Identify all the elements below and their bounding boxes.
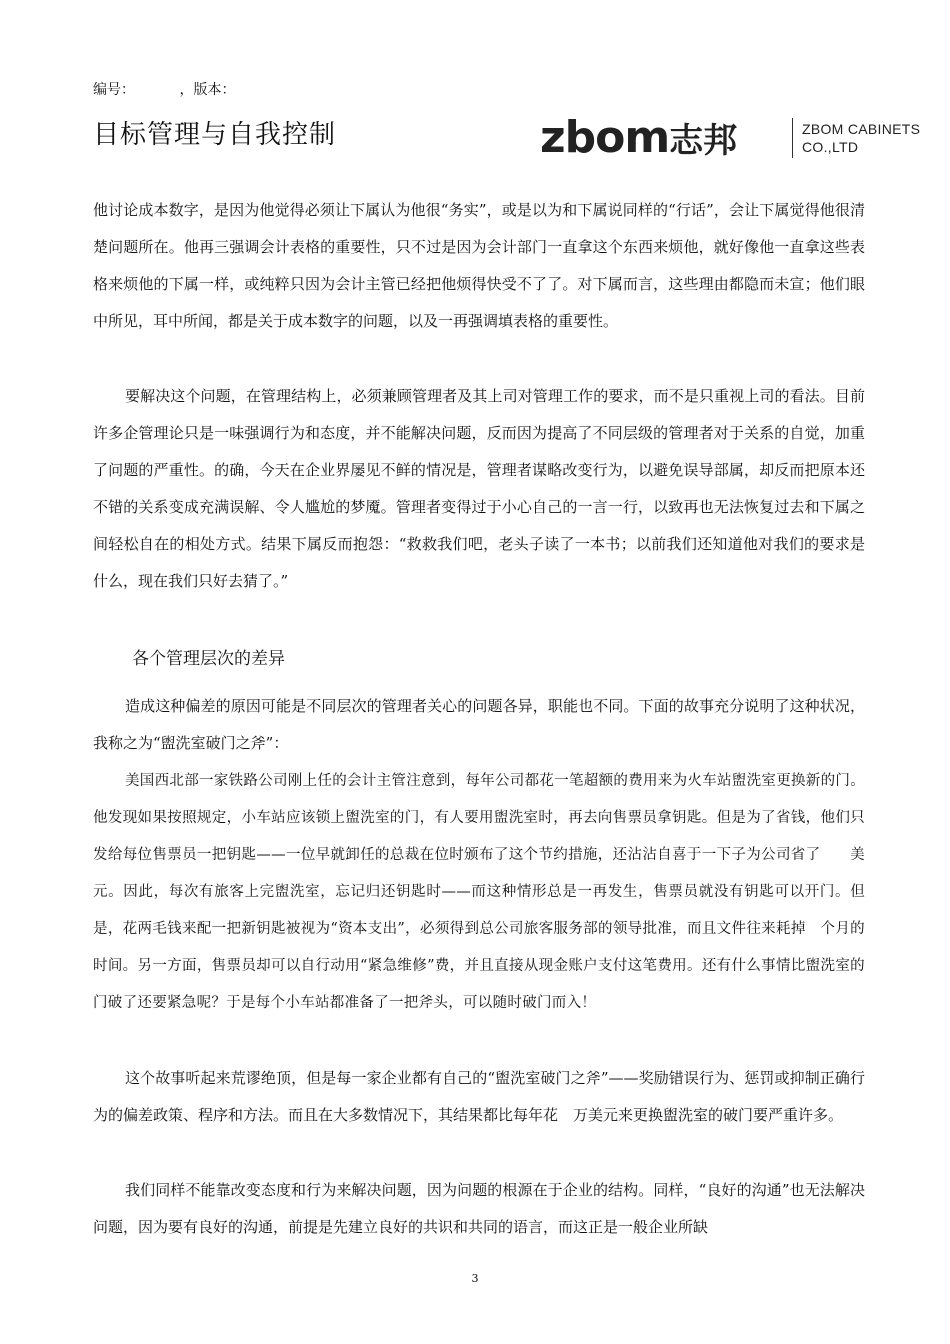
- logo-mark-chinese: 志邦: [669, 121, 738, 161]
- paragraph-2: 要解决这个问题，在管理结构上，必须兼顾管理者及其上司对管理工作的要求，而不是只重视上司的看法。目前许多企管理论只是一味强调行为和态度，并不能解决问题，反而因为提高了不同层级的管理者对于关系的自觉，加重了问题的严重性。的确，今天在企业界屡见不鲜的情况是，管理者谋略改变行为，以避免误导部属，却反而把原本还不错的关系变成充满误解、令人尴尬的梦魇。管理者变得过于小心自己的一言一行，以致再也无法恢复过去和下属之间轻松自在的相处方式。结果下属反而抱怨：“救救我们吧，老头子读了一本书；以前我们还知道他对我们的要求是什么，现在我们只好去猜了。”: [93, 387, 865, 590]
- company-logo: [540, 112, 925, 163]
- paragraph-5: 这个故事听起来荒谬绝顶，但是每一家企业都有自己的“盥洗室破门之斧”——奖励错误行为、惩罚或抑制正确行为的偏差政策、程序和方法。而且在大多数情况下，其结果都比每年花 万美元来更换盥洗室的破门要严重许多。: [93, 1069, 865, 1124]
- document-meta: 编号： ，版本：: [93, 82, 236, 98]
- document-title: 目标管理与自我控制: [93, 120, 337, 150]
- section-heading: 各个管理层次的差异: [132, 649, 285, 669]
- logo-company-name: ZBOM CABINETS CO.,LTD: [802, 121, 921, 155]
- paragraph-3: 造成这种偏差的原因可能是不同层次的管理者关心的问题各异，职能也不同。下面的故事充分说明了这种状况，我称之为“盥洗室破门之斧”：: [93, 697, 865, 752]
- logo-divider: [792, 118, 793, 158]
- paragraph-6: 我们同样不能靠改变态度和行为来解决问题，因为问题的根源在于企业的结构。同样，“良好的沟通”也无法解决问题，因为要有良好的沟通，前提是先建立良好的共识和共同的语言，而这正是一般企业所缺: [93, 1181, 865, 1236]
- paragraph-1: 他讨论成本数字，是因为他觉得必须让下属认为他很“务实”，或是以为和下属说同样的“行话”，会让下属觉得他很清楚问题所在。他再三强调会计表格的重要性，只不过是因为会计部门一直拿这个东西来烦他，就好像他一直拿这些表格来烦他的下属一样，或纯粹只因为会计主管已经把他烦得快受不了了。对下属而言，这些理由都隐而未宣；他们眼中所见，耳中所闻，都是关于成本数字的问题，以及一再强调填表格的重要性。: [93, 201, 865, 330]
- logo-mark-latin: zbom: [540, 112, 670, 163]
- story-paragraph: 美国西北部一家铁路公司刚上任的会计主管注意到，每年公司都花一笔超额的费用来为火车站盥洗室更换新的门。他发现如果按照规定，小车站应该锁上盥洗室的门，有人要用盥洗室时，再去向售票员拿钥匙。但是为了省钱，他们只发给每位售票员一把钥匙——一位早就卸任的总裁在位时颁布了这个节约措施，还沾沾自喜于一下子为公司省了 美元。因此，每次有旅客上完盥洗室，忘记归还钥匙时——而这种情形总是一再发生，售票员就没有钥匙可以开门。但是，花两毛钱来配一把新钥匙被视为“资本支出”，必须得到总公司旅客服务部的领导批准，而且文件往来耗掉 个月的时间。另一方面，售票员却可以自行动用“紧急维修”费，并且直接从现金账户支付这笔费用。还有什么事情比盥洗室的门破了还要紧急呢？于是每个小车站都准备了一把斧头，可以随时破门而入！: [93, 773, 865, 1011]
- logo-mark: [540, 112, 738, 163]
- page-number: 3: [471, 1272, 479, 1285]
